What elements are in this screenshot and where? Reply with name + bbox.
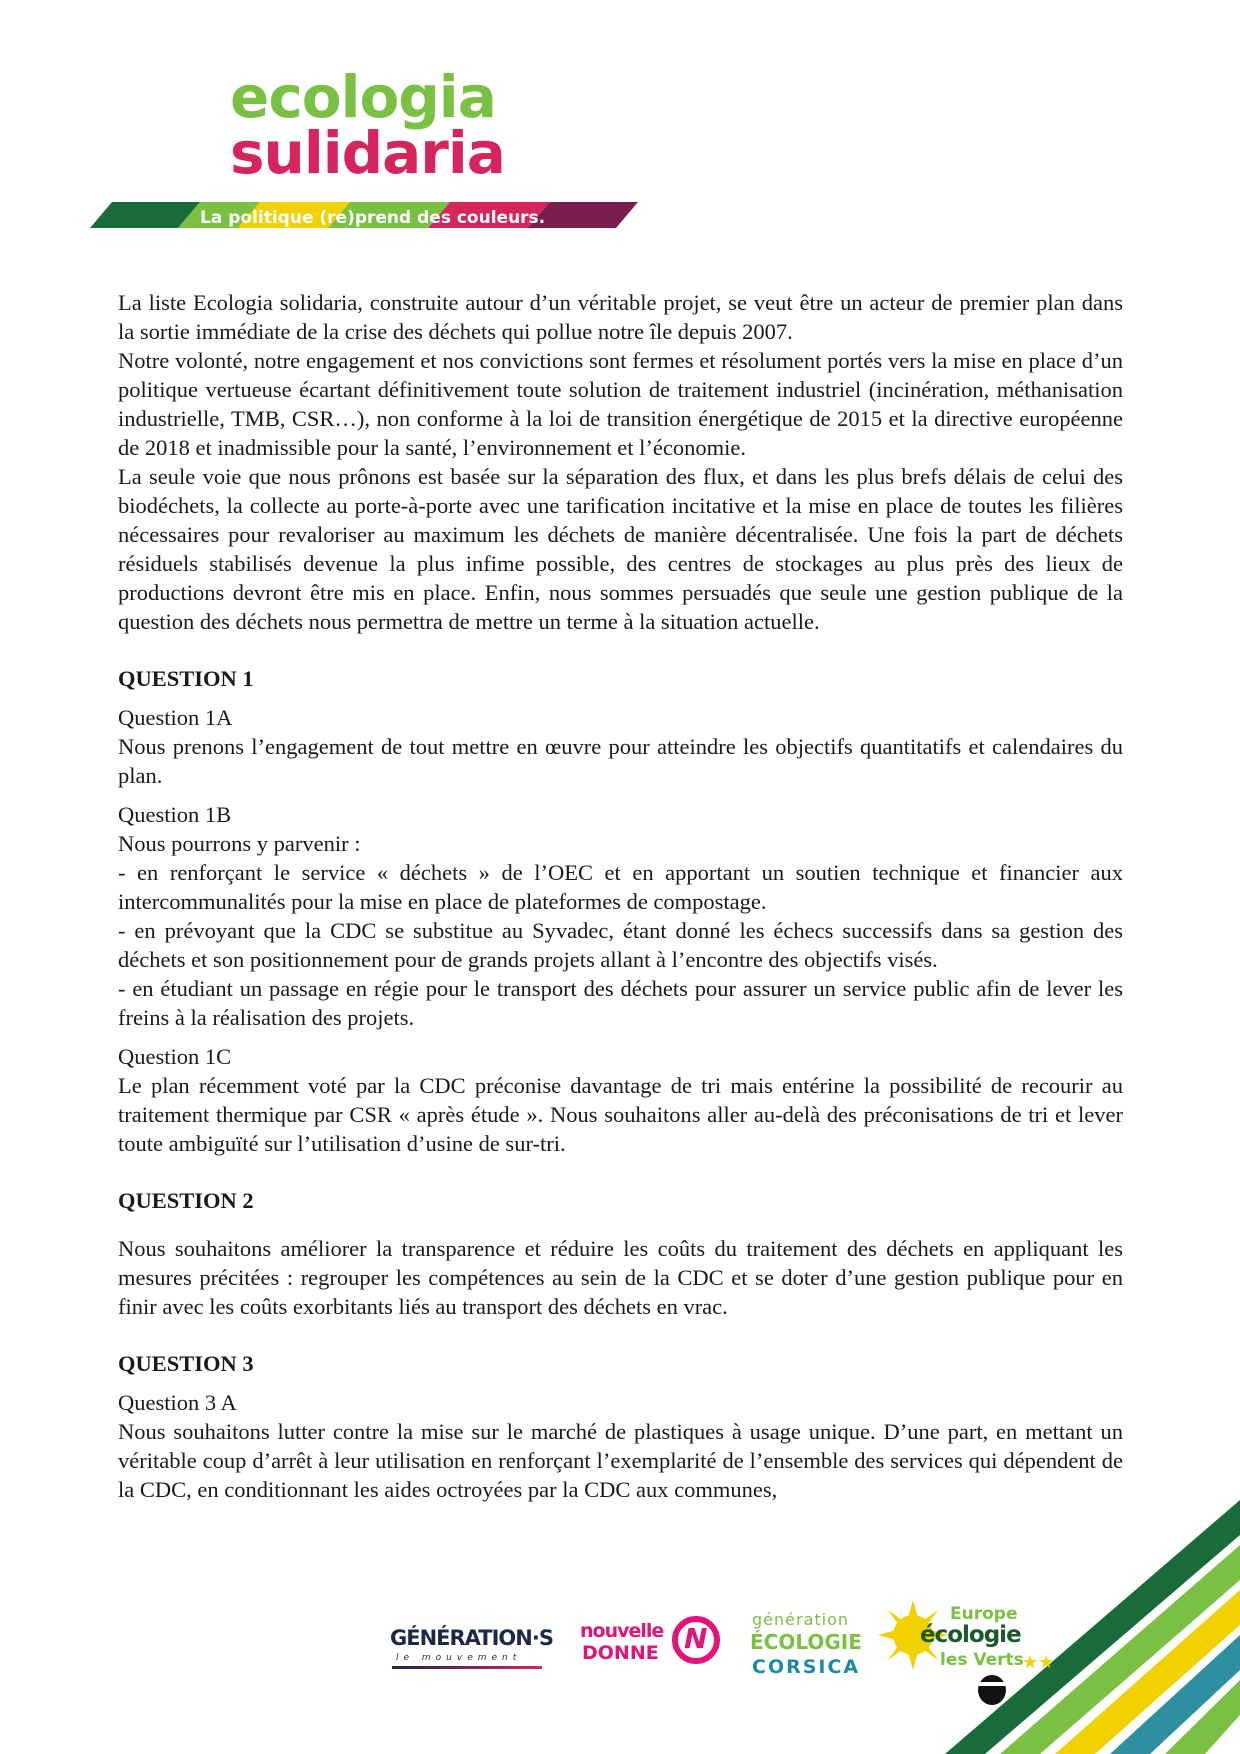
generation-ecologie-line2: ÉCOLOGIE (750, 1630, 862, 1654)
question-1a-text: Nous prenons l’engagement de tout mettre en œuvre pour atteindre les objectifs quantitatifs et calendaires du plan. (118, 734, 1123, 788)
nouvelle-donne-mark: N (684, 1622, 708, 1655)
logo-word-sulidaria: sulidaria (230, 119, 505, 187)
question-3a-label: Question 3 A (118, 1390, 237, 1415)
moor-head-icon (972, 1670, 1012, 1706)
generations-subtitle: le mouvement (396, 1653, 522, 1663)
intro-paragraph-1: La liste Ecologia solidaria, construite autour d’un véritable projet, se veut être un acteur de premier plan dans la sortie immédiate de la crise des déchets qui pollue notre île depuis 2007. (118, 290, 1123, 344)
partner-logos (390, 1590, 1070, 1710)
question-1a-label: Question 1A (118, 705, 233, 730)
question-1b-line: - en étudiant un passage en régie pour le transport des déchets pour assurer un service public afin de lever les freins à la réalisation des projets. (118, 976, 1123, 1030)
question-2-heading: QUESTION 2 (118, 1188, 254, 1213)
question-1-heading: QUESTION 1 (118, 666, 254, 691)
generation-ecologie-line1: génération (752, 1610, 850, 1629)
generation-ecologie-line3: CORSICA (752, 1656, 861, 1678)
logo-word-ecologia: ecologia (230, 63, 496, 131)
nouvelle-donne-logo-line1: nouvelle (580, 1620, 664, 1642)
question-1b-line: Nous pourrons y parvenir : (118, 831, 361, 856)
question-1b-line: - en renforçant le service « déchets » de l’OEC et en apportant un soutien technique et financier aux intercommunalités pour la mise en place de plateformes de compostage. (118, 860, 1123, 914)
question-1c-text: Le plan récemment voté par la CDC préconise davantage de tri mais entérine la possibilité de recourir au traitement thermique par CSR « après étude ». Nous souhaitons aller au-delà des préconisations de tri et lever toute ambiguïté sur l’utilisation d’usine de sur-tri. (118, 1073, 1123, 1156)
eelv-line3: les Verts (940, 1650, 1024, 1670)
eelv-line1: Europe (950, 1604, 1018, 1624)
question-1b-line: - en prévoyant que la CDC se substitue au Syvadec, étant donné les échecs successifs dans sa gestion des déchets et son positionnement pour de grands projets allant à l’encontre des objectifs visés. (118, 918, 1123, 972)
intro-paragraph-3: La seule voie que nous prônons est basée sur la séparation des flux, et dans les plus brefs délais de celui des biodéchets, la collecte au porte-à-porte avec une tarification incitative et la mise en place de toutes les filières nécessaires pour revaloriser au maximum les déchets de manière décentralisée. Une fois la part de déchets résiduels stabilisés devenue la plus infime possible, des centres de stockages au plus près des lieux de productions devront être mis en place. Enfin, nous sommes persuadés que seule une gestion publique de la question des déchets nous permettra de mettre un terme à la situation actuelle. (118, 464, 1123, 634)
generations-logo: GÉNÉRATION·S (390, 1626, 553, 1650)
logo-tagline: La politique (re)prend des couleurs. (200, 208, 546, 228)
question-2-text: Nous souhaitons améliorer la transparence et réduire les coûts du traitement des déchets en appliquant les mesures précitées : regrouper les compétences au sein de la CDC et se doter d’une gestion publique pour en finir avec les coûts exorbitants liés au transport des déchets en vrac. (118, 1236, 1123, 1319)
eelv-line2: écologie (920, 1622, 1021, 1648)
nouvelle-donne-logo-line2: DONNE (582, 1642, 659, 1664)
question-1c-label: Question 1C (118, 1044, 232, 1069)
question-3a-text: Nous souhaitons lutter contre la mise sur le marché de plastiques à usage unique. D’une part, en mettant un véritable coup d’arrêt à leur utilisation en renforçant l’exemplarité de l’ensemble des services qui dépendent de la CDC, en conditionnant les aides octroyées par la CDC aux communes, (118, 1419, 1123, 1502)
stars-icon: ★★ (1022, 1652, 1055, 1673)
question-1b-label: Question 1B (118, 802, 232, 827)
question-3-heading: QUESTION 3 (118, 1351, 254, 1376)
generations-underline (392, 1666, 542, 1669)
intro-paragraph-2: Notre volonté, notre engagement et nos convictions sont fermes et résolument portés vers la mise en place d’un politique vertueuse écartant définitivement toute solution de traitement industriel (incinération, méthanisation industrielle, TMB, CSR…), non conforme à la loi de transition énergétique de 2015 et la directive européenne de 2018 et inadmissible pour la santé, l’environnement et l’économie. (118, 348, 1123, 460)
